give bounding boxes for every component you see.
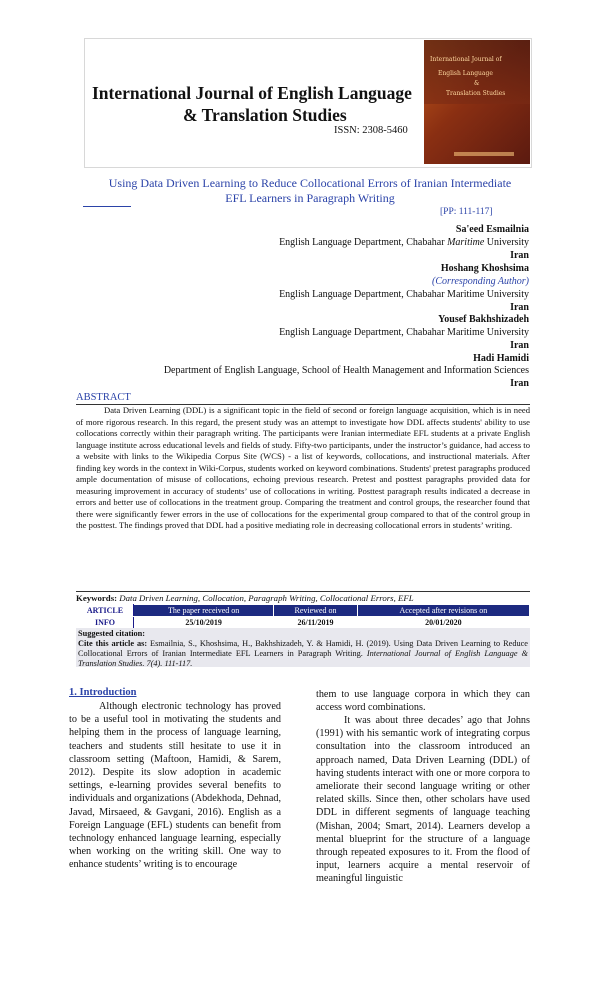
author-affiliation: English Language Department, Chabahar Maritime University [279,289,529,300]
article-info-label-2: INFO [77,617,134,629]
article-title-line2: EFL Learners in Paragraph Writing [225,191,395,205]
article-info-table [76,604,530,629]
section-heading-introduction: 1. Introduction [69,687,137,698]
body-paragraph-left: Although electronic technology has proved to be a useful tool in motivating the students and helping them in the process of language learning, teachers and students still hesitate to use it in classroom setting (Maftoon, Hamidi, & Sarem, 2012). Despite its slow adoption in academic settings, e-learning provides several benefits to individuals and organizations (Abdekhoda, Dehnad, Javad, Mirsaeed, & Gavgani, 2016). English as a Foreign Language (EFL) students can benefit from technology enhanced language learning, especially when working on the writing skill. One way to enhance students’ writing is to encourage [69,701,282,871]
author-affiliation: English Language Department, Chabahar Maritime University [279,237,529,248]
accepted-header: Accepted after revisions on [357,605,529,617]
author-country: Iran [510,340,529,351]
author-name: Hadi Hamidi [473,353,529,364]
keywords-value: Data Driven Learning, Collocation, Paragraph Writing, Collocational Errors, EFL [119,593,414,603]
abstract-heading: ABSTRACT [76,392,131,403]
journal-cover-image [424,40,530,164]
cover-line1: International Journal of [430,56,502,63]
title-rule [83,206,131,207]
citation-text: Cite this article as: Esmailnia, S., Khoshsima, H., Bakhshizadeh, Y. & Hamidi, H. (2019). Using Data Driven Learning to Reduce Collocational Errors of Iranian Intermediate EFL Learners in Paragraph Writing. International Journal of English Language & Translation Studies. 7(4). 111-117. [78,639,528,668]
cover-line2: English Language [438,70,493,77]
reviewed-header: Reviewed on [274,605,357,617]
journal-name [92,82,422,126]
author-affiliation: English Language Department, Chabahar Maritime University [279,327,529,338]
suggested-citation [76,628,530,667]
abstract-text: Data Driven Learning (DDL) is a significant topic in the field of second or foreign language acquisition, which is in need of more rigorous research. In this regard, the present study was an attempt to investigate how DDL affects students' ability to use collocations correctly within their paragraph writing. The participants were Iranian intermediate EFL students at a private English language institute across educational levels and fields of study. Fifty-two participants, under the instructor’s guidance, had access to a website with links to the Wikipedia Corpus Site (WCS) - a list of keywords, collocations, and instructional materials. After finding key words in the context in Wiki-Corpus, students worked on keyword combinations. Students' pretest paragraphs produced ample documentation of misuse of collocations, echoing previous research. Pretest and posttest paragraphs provided data for measuring improvement in accuracy of students’ use of collocations in writing. Posttest paragraph results indicated a decrease in errors and better use of collocations in the treatment group. Comparing the treatment and control groups, the researcher found that there were significantly fewer errors in the use of collocations for the experimental group compared to that of the control group in the posttest. The findings proved that DDL had a positive mediating role in decreasing collocational errors in students’ writing. [76,405,530,530]
reviewed-date: 26/11/2019 [274,617,357,629]
keywords-label: Keywords: [76,593,118,603]
author-name: Hoshang Khoshsima [440,263,529,274]
cover-line4: Translation Studies [446,90,506,97]
journal-name-line2: & Translation Studies [183,105,347,125]
author-country: Iran [510,302,529,313]
article-title [60,176,560,206]
article-title-line1: Using Data Driven Learning to Reduce Collocational Errors of Iranian Intermediate [108,176,512,190]
keywords [76,591,530,605]
author-country: Iran [510,378,529,389]
author-name: Yousef Bakhshizadeh [438,314,529,325]
received-header: The paper received on [134,605,274,617]
cover-line3: & [474,80,480,87]
author-name: Sa'eed Esmailnia [455,224,529,235]
citation-heading: Suggested citation: [78,629,146,638]
article-info-label-1: ARTICLE [77,605,134,617]
page-range: [PP: 111-117] [440,207,493,217]
author-country: Iran [510,250,529,261]
journal-name-line1: International Journal of English Language [92,83,412,103]
accepted-date: 20/01/2020 [357,617,529,629]
author-affiliation: Department of English Language, School of Health Management and Information Sciences [163,365,529,376]
received-date: 25/10/2019 [134,617,274,629]
body-paragraph-right: It was about three decades’ ago that Johns (1991) with his semantic work of integrating corpus consultation into the classroom introduced an approach named, Data Driven Learning (DDL) of having students interact with one or more corpora to ameliorate their second language writing or other related skills. Since then, other scholars have used DDL in different segments of language teaching (Mishan, 2004; Smart, 2014). Learners develop a mental blueprint for the structure of a language through repeated exposures to it. From the flood of input, learners acquire a mental reservoir of meaningful linguistic [316,715,530,885]
body-paragraph-continuation: them to use language corpora in which they can access word combinations. [316,689,530,714]
issn: ISSN: 2308-5460 [334,125,408,136]
corresponding-author-note: (Corresponding Author) [432,276,529,287]
